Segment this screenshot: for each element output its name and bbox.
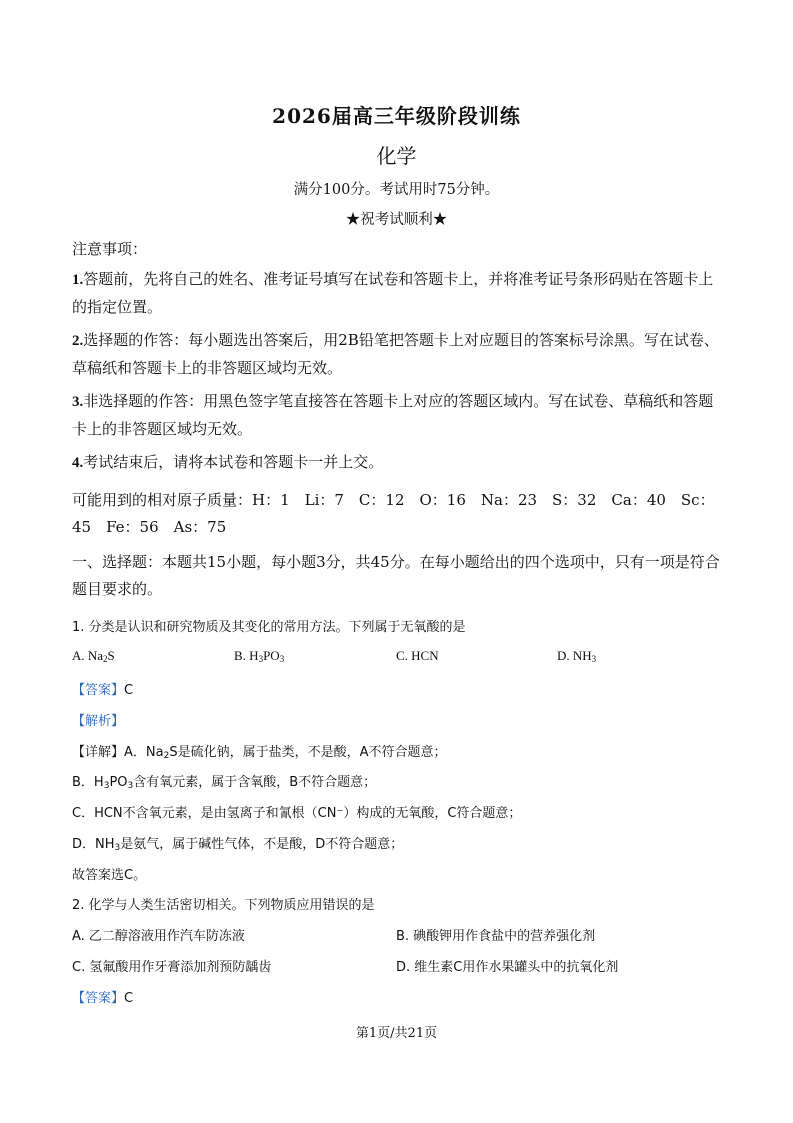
- notice-item-2: [72, 327, 722, 382]
- question-1-option-b: [234, 648, 284, 664]
- notice-item-1: [72, 266, 722, 321]
- atomic-masses-line-2: 45 Fe：56 As：75: [72, 518, 227, 536]
- subscript: 2: [163, 751, 170, 761]
- subscript: 3: [103, 781, 110, 791]
- notice-number: 2.: [72, 333, 84, 349]
- subscript: 3: [114, 843, 121, 853]
- question-1-detail-a: [72, 741, 732, 761]
- good-luck-line: ★祝考试顺利★: [345, 212, 448, 228]
- notice-number: 4.: [72, 455, 84, 471]
- subscript: 3: [279, 654, 285, 664]
- detail-text: A．Na: [124, 745, 164, 760]
- option-text: D. NH: [557, 648, 592, 663]
- subscript: 3: [258, 654, 264, 664]
- exam-meta: 满分100分。考试用时75分钟。: [293, 182, 500, 198]
- question-1-stem: 1. 分类是认识和研究物质及其变化的常用方法。下列属于无氧酸的是: [72, 620, 466, 635]
- option-text: PO: [263, 648, 280, 663]
- question-1-option-a: [72, 648, 115, 664]
- option-text: A. Na: [72, 648, 104, 663]
- question-1-answer: [72, 679, 732, 698]
- answer-value: C: [124, 991, 134, 1006]
- question-1-option-d: [557, 648, 596, 664]
- answer-tag: 【答案】: [72, 683, 125, 698]
- question-1-option-c: C. HCN: [396, 648, 439, 663]
- question-1-detail-c: C．HCN不含氧元素，是由氢离子和氰根（CN⁻）构成的无氧酸，C符合题意；: [72, 806, 522, 821]
- notice-number: 1.: [72, 272, 84, 288]
- question-1-detail-d: [72, 833, 732, 853]
- detail-text: S是硫化钠，属于盐类，不是酸，A不符合题意；: [169, 745, 447, 760]
- subscript: 3: [127, 781, 134, 791]
- subscript: 3: [591, 654, 597, 664]
- notice-list: [72, 266, 722, 483]
- notice-number: 3.: [72, 394, 84, 410]
- detail-text: PO: [109, 775, 128, 790]
- notice-heading: 注意事项：: [72, 240, 148, 258]
- analysis-tag: 【解析】: [72, 714, 125, 729]
- atomic-masses: [72, 487, 722, 541]
- atomic-masses-line-1: 可能用到的相对原子质量：H：1 Li：7 C：12 O：16 Na：23 S：32 Ca：40 Sc：: [72, 491, 715, 509]
- notice-text: 答题前，先将自己的姓名、准考证号填写在试卷和答题卡上，并将准考证号条形码贴在答题卡上的指定位置。: [72, 270, 714, 316]
- detail-text: 是氨气，属于碱性气体，不是酸，D不符合题意；: [120, 837, 404, 852]
- question-2-option-c: C. 氢氟酸用作牙膏添加剂预防龋齿: [72, 960, 272, 975]
- option-text: B. H: [234, 648, 259, 663]
- detail-text: 含有氧元素，属于含氧酸，B不符合题意；: [133, 775, 377, 790]
- exam-title: 2026届高三年级阶段训练: [272, 104, 521, 128]
- notice-text: 非选择题的作答：用黑色签字笔直接答在答题卡上对应的答题区域内。写在试卷、草稿纸和答题卡上的非答题区域均无效。: [72, 392, 714, 438]
- detail-text: D．NH: [72, 837, 115, 852]
- answer-tag: 【答案】: [72, 991, 125, 1006]
- option-text: S: [107, 648, 115, 663]
- question-2-option-b: B. 碘酸钾用作食盐中的营养强化剂: [396, 929, 596, 944]
- notice-item-3: [72, 388, 722, 443]
- detail-text: B．H: [72, 775, 104, 790]
- subscript: 2: [103, 654, 108, 664]
- detail-tag: 【详解】: [72, 745, 125, 760]
- question-2-stem: 2. 化学与人类生活密切相关。下列物质应用错误的是: [72, 898, 375, 913]
- answer-value: C: [124, 683, 134, 698]
- question-2-answer: [72, 987, 732, 1006]
- question-2-option-a: A. 乙二醇溶液用作汽车防冻液: [72, 929, 245, 944]
- question-1-detail-b: [72, 771, 732, 791]
- page-footer: 第1页/共21页: [355, 1026, 438, 1041]
- section-instructions: 一、选择题：本题共15小题，每小题3分，共45分。在每小题给出的四个选项中，只有一项是符合题目要求的。: [72, 553, 720, 598]
- question-1-analysis-tag: [72, 710, 732, 729]
- subject-title: 化学: [376, 144, 417, 168]
- question-2-option-d: D. 维生素C用作水果罐头中的抗氧化剂: [396, 960, 619, 975]
- notice-text: 考试结束后，请将本试卷和答题卡一并上交。: [83, 453, 384, 471]
- notice-item-4: [72, 449, 722, 477]
- question-1-conclusion: 故答案选C。: [72, 868, 147, 883]
- notice-text: 选择题的作答：每小题选出答案后，用2B铅笔把答题卡上对应题目的答案标号涂黑。写在试卷、草稿纸和答题卡上的非答题区域均无效。: [72, 331, 719, 377]
